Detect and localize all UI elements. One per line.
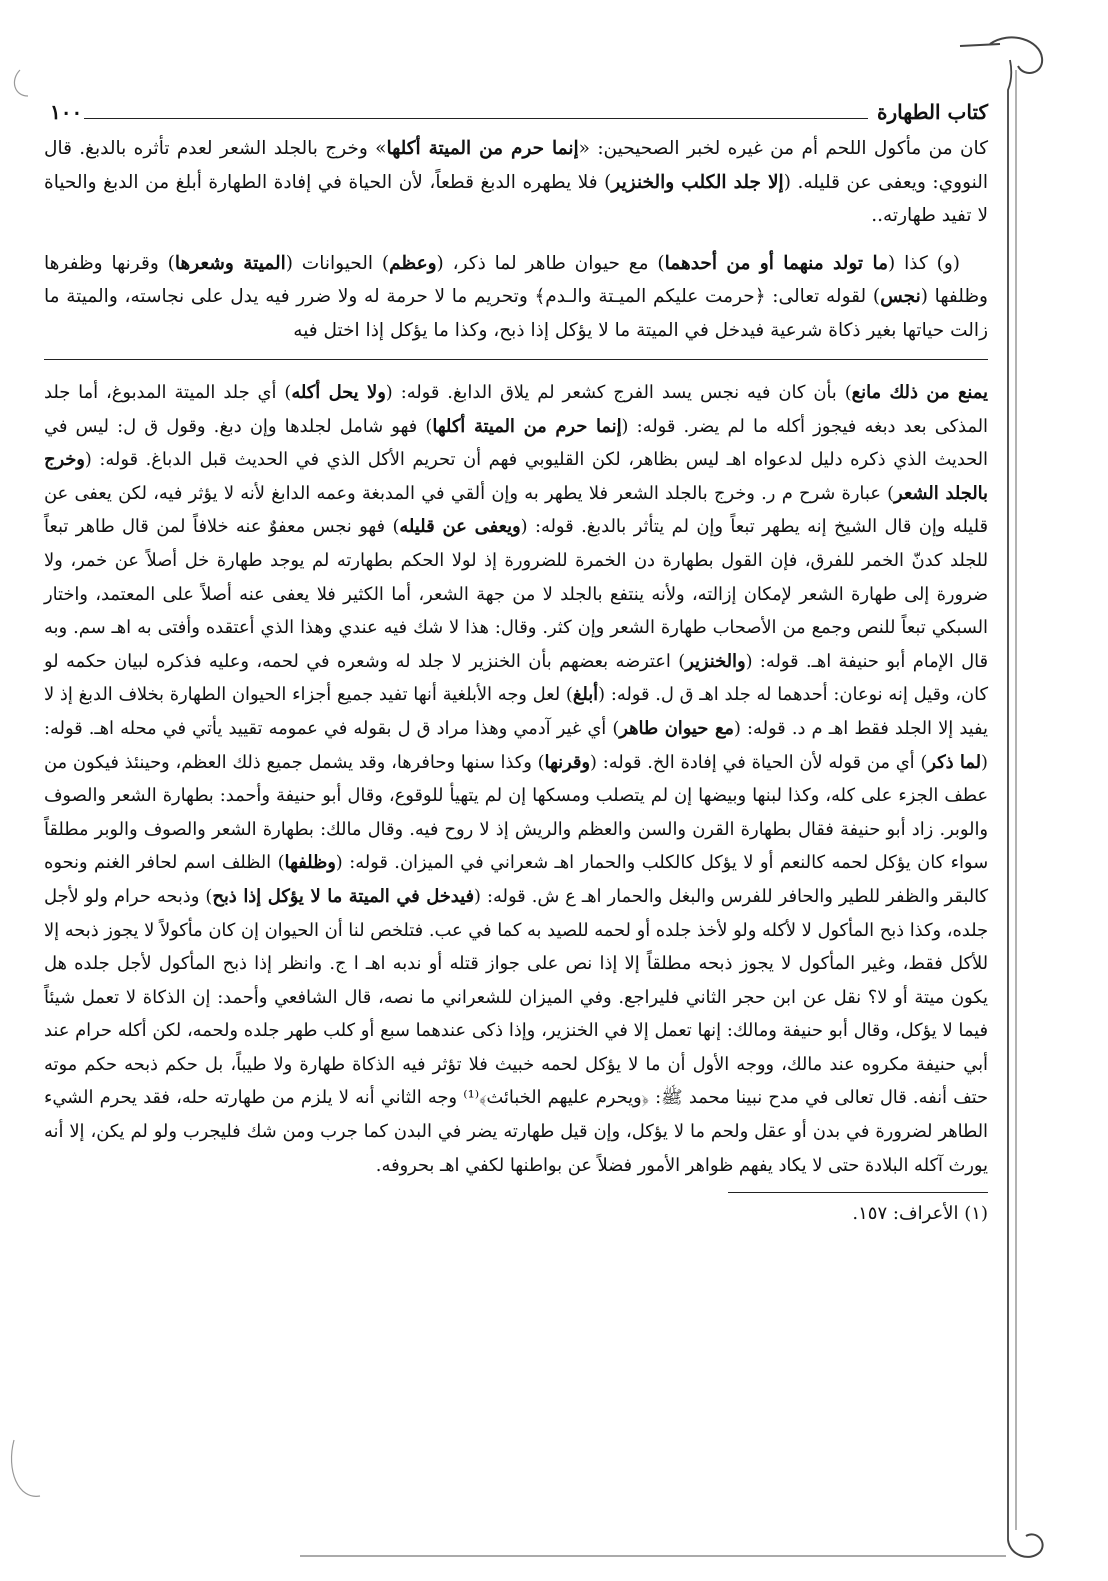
text-run: كان من مأكول اللحم أم من غيره لخبر الصحيحين: « — [578, 138, 989, 159]
text-run: ) وكذا سنها وحافرها، وقد يشمل جميع ذلك العظم، وحينئذ فيكون من عطف الجزء على كله، وكذا لبنها وبيضها إن لم يتصلب ومسكها إن لم يتهيأ للوقوع، وقال أبو حنيفة وأحمد: بطهارة الشعر والصوف والوبر. زاد أبو حنيفة فقال بطهارة القرن والسن والعظم والريش إذ لا روح فيه. وقال مالك: بطهارة الشعر والصوف والوبر مطلقاً سواء كان يؤكل لحمه كالنعم أو لا يؤكل كالكلب والحمار اهـ شعراني في الميزان. قوله: ( — [44, 751, 988, 874]
bold-term: نجس — [880, 286, 921, 307]
bold-term: إلا جلد الكلب والخنزير — [611, 171, 784, 193]
text-run: ) فهو شامل لجلدها وإن دبغ. وقول ق ل: ليس في الحديث الذي ذكره دليل لدعواه اهـ ليس بظاهر، لكن القليوبي فهم أن تحريم الأكل الذي في الحديث قبل الدباغ. قوله: ( — [44, 415, 988, 471]
text-run: ) عبارة شرح م ر. وخرج بالجلد الشعر فلا يطهر به وإن ألقي في المدبغة وعمه الدابغ لأنه لا يؤثر فيه، لكن يعفى عن قليله وإن قال الشيخ إنه يطهر تبعاً وإن لم يتأثر بالدبغ. قوله: ( — [44, 482, 988, 538]
bold-term: ويعفى عن قليله — [399, 516, 521, 538]
footnote: (١) الأعراف: ١٥٧. — [852, 1203, 988, 1225]
commentary-text — [44, 376, 988, 1182]
bold-term: الميتة وشعرها — [174, 252, 286, 274]
bold-term: إنما حرم من الميتة أكلها — [432, 415, 622, 437]
bold-term: والخنزير — [685, 650, 746, 672]
page-header — [44, 96, 988, 132]
text-run: ) لقوله تعالى: ﴿حرمت عليكم الميـتة والـدم﴾ وتحريم ما لا حرمة له ولا ضرر فيه يدل على نجاسته، والميتة ما زالت حياتها بغير ذكاة شرعية فيدخل في الميتة ما لا يؤكل إذا ذبح، وكذا ما يؤكل إذا اختل فيه — [44, 286, 988, 341]
text-run: (و) كذا ( — [888, 252, 960, 274]
commentary-paragraph — [44, 376, 988, 1182]
text-run: ) بأن كان فيه نجس يسد الفرج كشعر لم يلاق الدابغ. قوله: ( — [385, 382, 852, 403]
bold-term: فيدخل في الميتة ما لا يؤكل إذا ذبح — [212, 885, 474, 907]
text-run: ) أي غير آدمي وهذا مراد ق ل بقوله في عمومه تقييد يأتي في محله اهـ. قوله: ( — [44, 717, 988, 773]
main-paragraph-2 — [44, 247, 988, 348]
text-separator — [44, 359, 988, 360]
bold-term: إنما حرم من الميتة أكلها — [386, 138, 579, 159]
main-paragraph-1 — [44, 132, 988, 233]
text-run: ) الظلف اسم لحافر الغنم ونحوه كالبقر والظفر للطير والحافر للفرس والبغل والحمار اهـ ع ش. قوله: ( — [44, 852, 988, 907]
text-run: ) أي جلد الميتة المدبوغ، أما جلد المذكى بعد دبغه فيجوز أكله ما لم يضر. قوله: ( — [44, 382, 989, 437]
text-run: ) لعل وجه الأبلغية أنها تفيد جميع أجزاء الحيوان الطهارة بخلاف الدبغ إذ لا يفيد إلا الجلد فقط اهـ م د. قوله: ( — [44, 684, 988, 739]
page-number: ١٠٠ — [50, 100, 83, 124]
bold-term: ولا يحل أكله — [291, 382, 386, 403]
book-title: كتاب الطهارة — [877, 100, 988, 124]
text-run: ) مع حيوان طاهر لما ذكر، ( — [436, 252, 665, 274]
header-rule — [84, 118, 868, 119]
text-run: ) وذبحه حرام ولو لأجل جلده، وكذا ذبح المأكول لا لأكله ولو لأخذ جلده أو لحمه للصيد به كما في عب. فتلخص لنا أن الحيوان إن كان مأكولاً لا يجوز ذبحه إلا للأكل فقط، وغير المأكول لا يجوز ذبحه مطلقاً إلا إذا نص على جواز قتله أو ندبه اهـ ا ج. وانظر إذا ذبح المأكول لأجل جلده هل يكون ميتة أو لا؟ نقل عن ابن حجر الثاني فليراجع. وفي الميزان للشعراني ما نصه، قال الشافعي وأحمد: إن الذكاة لا تعمل شيئاً فيما لا يؤكل، وقال أبو حنيفة ومالك: إنها تعمل إلا في الخنزير، وإذا ذكى عندهما سبع أو كلب طهر جلده ولحمه، لكن أكله حرام عند أبي حنيفة مكروه عند مالك، ووجه الأول أن ما لا يؤكل لحمه خبيث فلا تؤثر فيه الذكاة طهارة ولا طيباً، بل حكم ذبحه حكم موته حتف أنفه. قال تعالى في مدح نبينا محمد ﷺ: ﴿ويحرم عليهم الخبائث﴾⁽¹⁾ وجه الثاني أنه لا يلزم من طهارته حله، فقد يحرم الشيء الطاهر لضرورة في بدن أو عقل ولحم ما لا يؤكل، وإن قيل طهارته يضر في البدن كما جرب ومن شك فليجرب ولو لم يكن، إلا أنه يورث آكله البلادة حتى لا يكاد يفهم ظواهر الأمور فضلاً عن بواطنها لكفي اهـ بحروفه. — [44, 885, 988, 1176]
text-run: ) أي من قوله لأن الحياة في إفادة الخ. قوله: ( — [590, 751, 928, 773]
book-page — [44, 96, 988, 1224]
text-run: ) فلا يطهره الدبغ قطعاً، لأن الحياة في إفادة الطهارة أبلغ من الدبغ والحياة لا تفيد طهارته.. — [44, 171, 988, 226]
footnote-rule — [728, 1192, 988, 1193]
text-run: ) فهو نجس معفوٌ عنه خلافاً لمن قال طاهر تبعاً للجلد كدنّ الخمر للفرق، فإن القول بطهارة دن الخمرة للضرورة إذ لولا الحكم بطهارته لم يوجد طهارة خل أصلاً عن خمر، ولا ضرورة إلى طهارة الشعر لإمكان إزالته، ولأنه ينتفع بالجلد لا من جهة الشعر، أما الكثير فلا يعفى عنه أصلاً على المعتمد، واختار السبكي تبعاً للنص وجمع من الأصحاب طهارة الشعر وإن كثر. وقال: هذا لا شك فيه عندي وهذا الذي أعتقده وأفتى به اهـ سم. وبه قال الإمام أبو حنيفة اهـ. قوله: ( — [44, 516, 988, 672]
bold-term: يمنع من ذلك مانع — [851, 382, 989, 403]
bold-term: ما تولد منهما أو من أحدهما — [664, 252, 889, 274]
text-run: ) اعترضه بعضهم بأن الخنزير لا جلد له وشعره في لحمه، وعليه فذكره لبيان حكمه لو كان، وقيل إنه نوعان: أحدهما له جلد اهـ ق ل. قوله: ( — [44, 650, 988, 706]
bold-term: لما ذكر — [927, 751, 982, 773]
text-run: » وخرج بالجلد الشعر لعدم تأثره بالدبغ. قال النووي: ويعفى عن قليله. ( — [44, 138, 988, 193]
bold-term: وقرنها — [544, 751, 591, 773]
bold-term: مع حيوان طاهر — [619, 717, 734, 739]
bold-term: أبلغ — [572, 684, 599, 706]
bold-term: وخرج بالجلد الشعر — [44, 449, 988, 504]
bold-term: وعظم — [389, 252, 437, 274]
bold-term: وظلفها — [284, 852, 336, 874]
text-run: ) الحيوانات ( — [285, 252, 390, 274]
text-run: ) وقرنها وظفرها وظلفها ( — [44, 252, 988, 307]
main-text — [44, 132, 988, 347]
